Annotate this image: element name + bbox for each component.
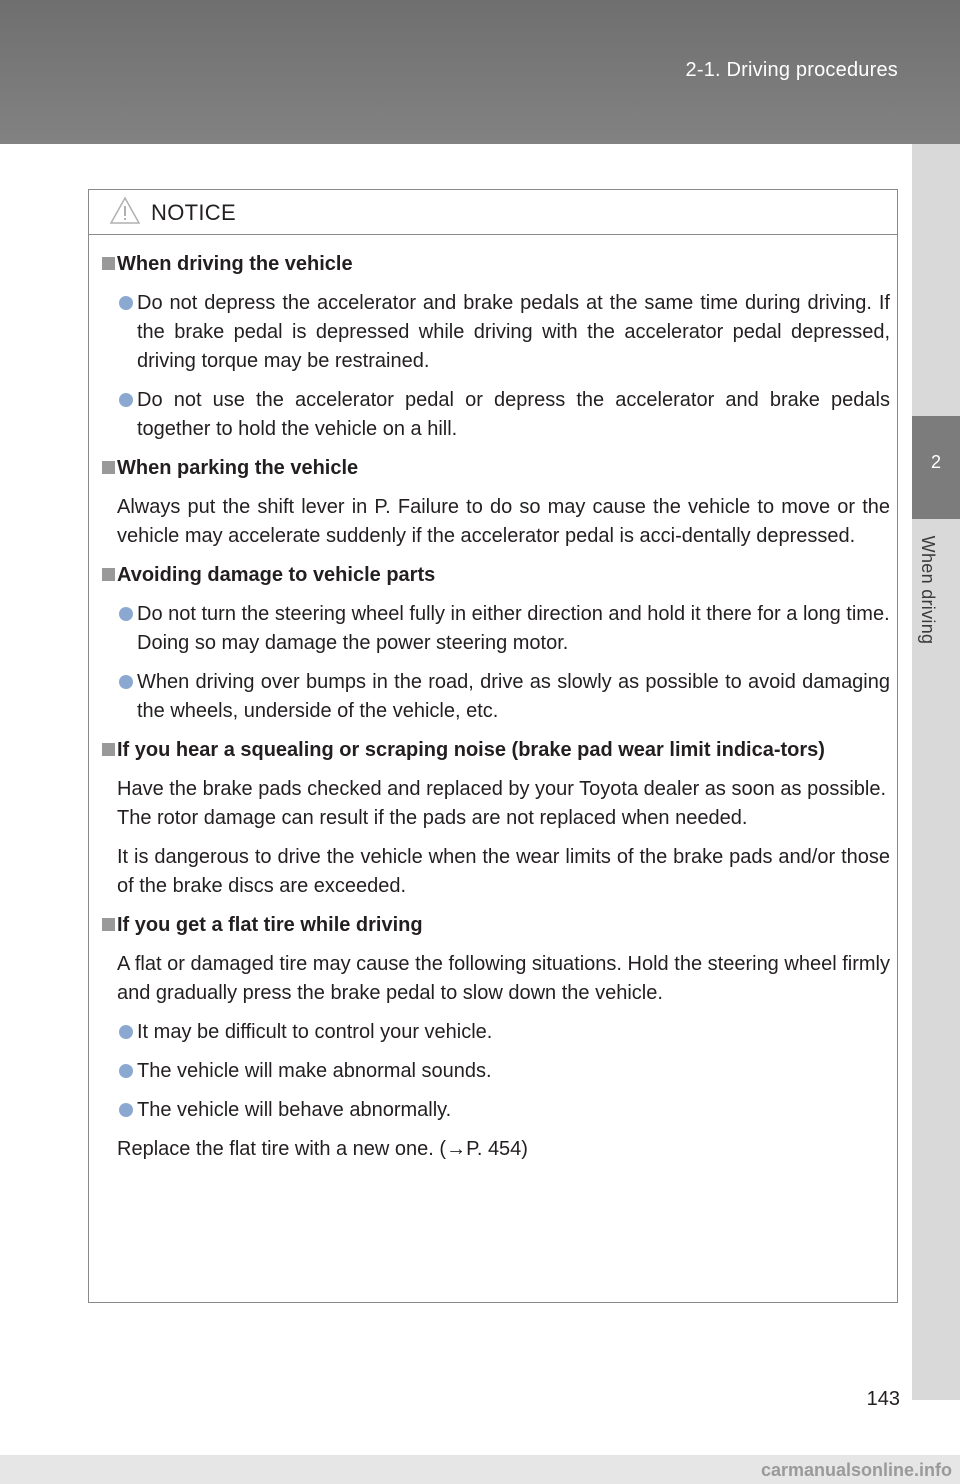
chapter-tab[interactable]: [912, 416, 960, 519]
section-heading: Avoiding damage to vehicle parts: [104, 561, 890, 590]
notice-body: [104, 250, 890, 1174]
watermark-bar: [0, 1455, 960, 1484]
section-heading: If you hear a squealing or scraping noise (brake pad wear limit indica-tors): [104, 736, 890, 765]
bullet-item: [104, 600, 890, 658]
page-number: 143: [866, 1388, 900, 1410]
bullet-item: Do not use the accelerator pedal or depress the accelerator and brake pedals together to hold the vehicle on a hill.: [104, 386, 890, 444]
chapter-label: When driving: [918, 535, 938, 645]
bullet-item: The vehicle will make abnormal sounds.: [104, 1057, 890, 1086]
page-reference: Replace the flat tire with a new one. (→P. 454): [117, 1138, 528, 1160]
section-title: 2-1. Driving procedures: [685, 59, 898, 81]
page-header: [0, 0, 960, 144]
notice-box: [88, 189, 898, 1303]
side-tab-upper: [912, 144, 960, 416]
bullet-line: Do not turn the steering wheel fully in either direction and hold it there for a long time.: [137, 603, 890, 625]
paragraph-line: Have the brake pads checked and replaced by your Toyota dealer as soon as possible.: [117, 778, 887, 800]
warning-triangle-icon: [109, 196, 141, 225]
paragraph: Always put the shift lever in P. Failure to do so may cause the vehicle to move or the vehicle may accelerate suddenly if the accelerator pedal is acci-dentally depressed.: [117, 496, 890, 547]
paragraph: [104, 775, 890, 833]
section-heading: If you get a flat tire while driving: [104, 911, 890, 940]
bullet-item: The vehicle will behave abnormally.: [104, 1096, 890, 1125]
bullet-line: Doing so may damage the power steering motor.: [137, 632, 569, 654]
bullet-item: When driving over bumps in the road, drive as slowly as possible to avoid damaging the wheels, underside of the vehicle, etc.: [104, 668, 890, 726]
paragraph-line: The rotor damage can result if the pads are not replaced when needed.: [117, 807, 748, 829]
side-tab-lower: [912, 519, 960, 1400]
bullet-item: Do not depress the accelerator and brake pedals at the same time during driving. If the brake pedal is depressed while driving with the accelerator pedal depressed, driving torque may be restrained.: [104, 289, 890, 376]
notice-header: [89, 190, 897, 235]
paragraph: A flat or damaged tire may cause the following situations. Hold the steering wheel firmly and gradually press the brake pedal to slow down the vehicle.: [117, 953, 890, 1004]
section-heading: When parking the vehicle: [104, 454, 890, 483]
watermark-text: carmanualsonline.info: [760, 1460, 952, 1480]
chapter-number: 2: [930, 452, 941, 472]
section-heading: When driving the vehicle: [104, 250, 890, 279]
notice-title: NOTICE: [151, 200, 236, 225]
bullet-item: It may be difficult to control your vehicle.: [104, 1018, 890, 1047]
paragraph: It is dangerous to drive the vehicle when the wear limits of the brake pads and/or those of the brake discs are exceeded.: [117, 846, 890, 897]
